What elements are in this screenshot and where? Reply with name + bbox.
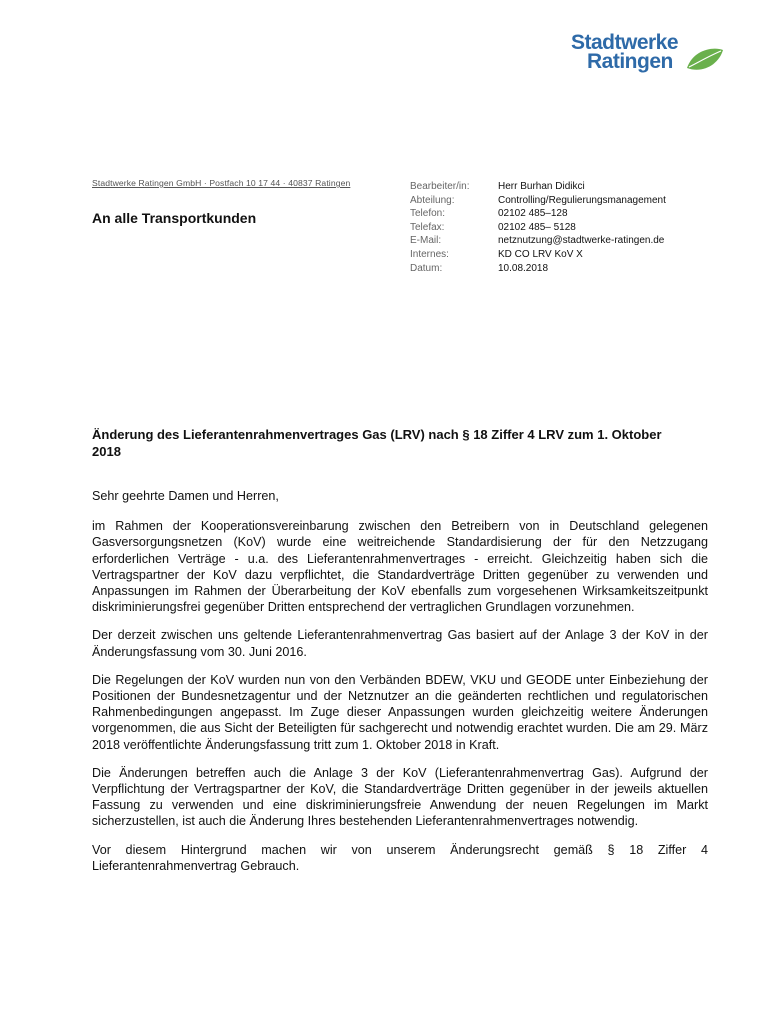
- info-row-internal: [410, 248, 666, 262]
- contact-info-block: [410, 180, 666, 275]
- info-label: Internes:: [410, 248, 449, 260]
- paragraph: Die Regelungen der KoV wurden nun von den Verbänden BDEW, VKU und GEODE unter Einbeziehung der Positionen der Bundesnetzagentur und der Netznutzer an die geänderten rechtlichen und regulatorischen Rahmenbedingungen angepasst. Im Zuge dieser Anpassungen wurden gleichzeitig weitere Änderungen vorgenommen, die aus Sicht der Beteiligten für sachgerecht und notwendig erachtet wurden. Die am 29. März 2018 veröffentlichte Änderungsfassung tritt zum 1. Oktober 2018 in Kraft.: [92, 672, 708, 752]
- info-value: KD CO LRV KoV X: [498, 248, 583, 260]
- salutation: Sehr geehrte Damen und Herren,: [92, 489, 279, 503]
- info-value: Controlling/Regulierungsmanagement: [498, 194, 666, 206]
- info-value: Herr Burhan Didikci: [498, 181, 585, 192]
- paragraph: Vor diesem Hintergrund machen wir von unserem Änderungsrecht gemäß § 18 Ziffer 4 Lieferantenrahmenvertrag Gebrauch.: [92, 842, 708, 873]
- leaf-icon: [683, 46, 725, 76]
- paragraph: Der derzeit zwischen uns geltende Lieferantenrahmenvertrag Gas basiert auf der Anlage 3 der KoV in der Änderungsfassung vom 30. Juni 2016.: [92, 628, 708, 659]
- info-label: E-Mail:: [410, 235, 442, 247]
- company-logo: [565, 32, 730, 82]
- info-row-date: [410, 262, 666, 276]
- paragraph: im Rahmen der Kooperationsvereinbarung zwischen den Betreibern von in Deutschland gelegenen Gasversorgungsnetzen (KoV) wurde eine weitreichende Standardisierung der für den Netzzugang erforderlichen Verträge - u.a. des Lieferantenrahmenvertrages - erreicht. Gleichzeitig haben sich die Vertragspartner der KoV dazu verpflichtet, die Standardverträge Dritten gegenüber zu verwenden und Anpassungen im Rahmen der Überarbeitung der KoV ebenfalls zum vorgesehenen Wirksamkeitszeitpunkt diskriminierungsfrei gegenüber Dritten entsprechend der vertraglichen Grundlagen vorzunehmen.: [92, 519, 708, 615]
- logo-text-line1: Stadtwerke: [571, 31, 679, 54]
- info-value: 10.08.2018: [498, 262, 549, 274]
- info-row-department: [410, 194, 666, 208]
- letter-body: [92, 488, 708, 886]
- info-row-fax: [410, 221, 666, 235]
- info-label: Telefon:: [410, 208, 446, 220]
- info-label: Bearbeiter/in:: [410, 181, 470, 192]
- recipient: An alle Transportkunden: [92, 210, 257, 226]
- letter-subject: Änderung des Lieferantenrahmenvertrages Gas (LRV) nach § 18 Ziffer 4 LRV zum 1. Oktober 2018: [92, 427, 662, 459]
- logo-text-line2: Ratingen: [587, 50, 673, 73]
- info-label: Abteilung:: [410, 194, 455, 206]
- info-value: 02102 485–128: [498, 208, 568, 220]
- info-label: Telefax:: [410, 221, 445, 233]
- info-value: netznutzung@stadtwerke-ratingen.de: [498, 235, 665, 247]
- info-row-phone: [410, 207, 666, 221]
- paragraph: Die Änderungen betreffen auch die Anlage 3 der KoV (Lieferantenrahmenvertrag Gas). Aufgrund der Verpflichtung der Vertragspartner der KoV, die Standardverträge Dritten gegenüber in der jeweils aktuellen Fassung zu verwenden und eine diskriminierungsfreie Anwendung der neuen Regelungen im Markt sicherzustellen, ist auch die Änderung Ihres bestehenden Lieferantenrahmenvertrages notwendig.: [92, 765, 708, 829]
- info-label: Datum:: [410, 262, 443, 274]
- info-row-editor: [410, 180, 666, 194]
- sender-address-line: Stadtwerke Ratingen GmbH · Postfach 10 17 44 · 40837 Ratingen: [92, 178, 351, 188]
- info-value: 02102 485– 5128: [498, 221, 576, 233]
- info-row-email: [410, 234, 666, 248]
